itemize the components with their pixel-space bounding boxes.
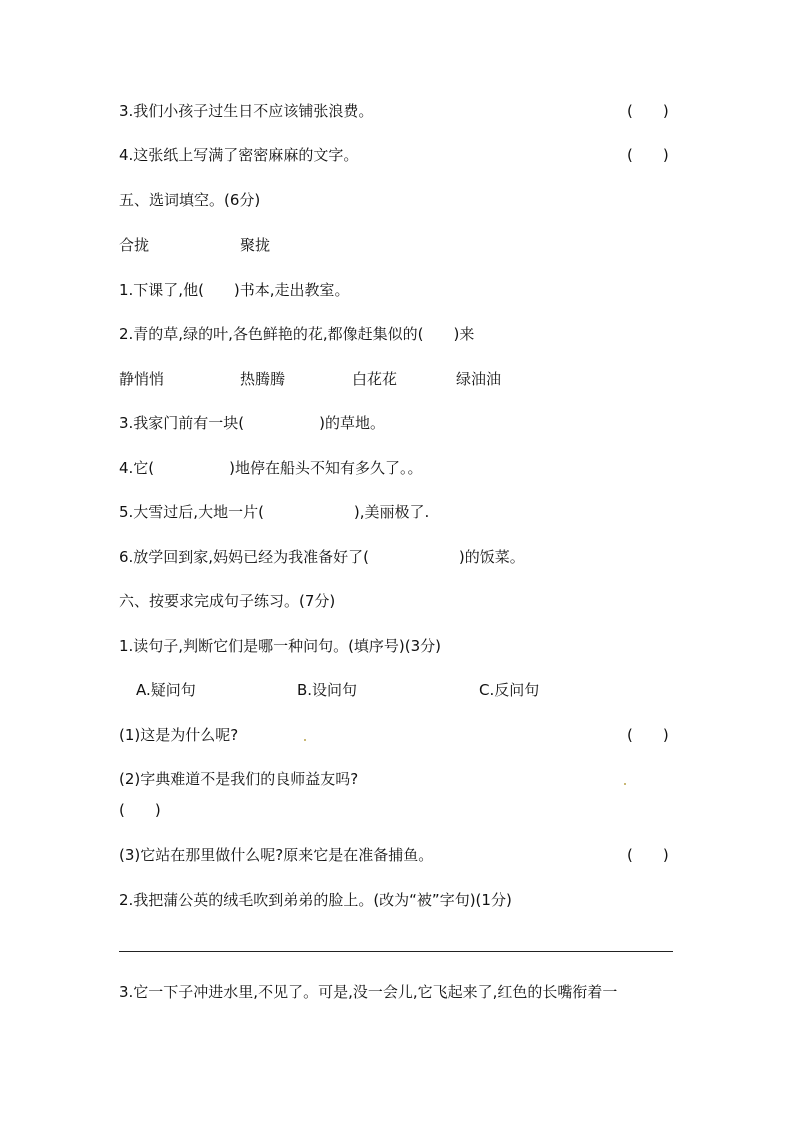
word-option-helong: 合拢 — [119, 236, 150, 254]
question-5-4: 4.它( )地停在船头不知有多久了。。 — [119, 459, 423, 477]
question-4-3: 3.我们小孩子过生日不应该铺张浪费。 — [119, 102, 374, 120]
answer-paren-4-4[interactable]: ( ) — [627, 146, 669, 164]
question-6-3: 3.它一下子冲进水里,不见了。可是,没一会儿,它飞起来了,红色的长嘴衔着一 — [119, 983, 618, 1001]
question-6-1: 1.读句子,判断它们是哪一种问句。(填序号)(3分) — [119, 637, 442, 655]
answer-paren-6-1-3[interactable]: ( ) — [627, 846, 669, 864]
answer-paren-6-1-1[interactable]: ( ) — [627, 726, 669, 744]
answer-paren-6-1-2[interactable]: ( ) — [119, 801, 161, 819]
word-option-lvyouyou: 绿油油 — [456, 370, 502, 388]
word-option-jingqiaoqiao: 静悄悄 — [119, 370, 165, 388]
answer-paren-4-3[interactable]: ( ) — [627, 102, 669, 120]
option-b: B.设问句 — [297, 681, 358, 699]
question-4-4: 4.这张纸上写满了密密麻麻的文字。 — [119, 146, 359, 164]
question-6-2: 2.我把蒲公英的绒毛吹到弟弟的脸上。(改为“被”字句)(1分) — [119, 891, 512, 909]
word-option-retengteng: 热腾腾 — [240, 370, 286, 388]
question-5-2: 2.青的草,绿的叶,各色鲜艳的花,都像赶集似的( )来 — [119, 325, 475, 343]
question-5-5: 5.大雪过后,大地一片( ),美丽极了. — [119, 503, 430, 521]
option-a: A.疑问句 — [136, 681, 196, 699]
question-5-3: 3.我家门前有一块( )的草地。 — [119, 414, 386, 432]
ink-speck — [304, 739, 306, 741]
question-5-6: 6.放学回到家,妈妈已经为我准备好了( )的饭菜。 — [119, 548, 525, 566]
question-6-1-3: (3)它站在那里做什么呢?原来它是在准备捕鱼。 — [119, 846, 434, 864]
word-option-julong: 聚拢 — [240, 236, 271, 254]
question-6-1-2: (2)字典难道不是我们的良师益友吗? — [119, 770, 359, 788]
answer-line-6-2[interactable] — [119, 951, 673, 952]
section-6-title: 六、按要求完成句子练习。(7分) — [119, 592, 336, 610]
option-c: C.反问句 — [479, 681, 540, 699]
ink-speck — [624, 783, 626, 785]
question-6-1-1: (1)这是为什么呢? — [119, 726, 239, 744]
question-5-1: 1.下课了,他( )书本,走出教室。 — [119, 281, 350, 299]
word-option-baihuahua: 白花花 — [352, 370, 398, 388]
section-5-title: 五、选词填空。(6分) — [119, 191, 261, 209]
